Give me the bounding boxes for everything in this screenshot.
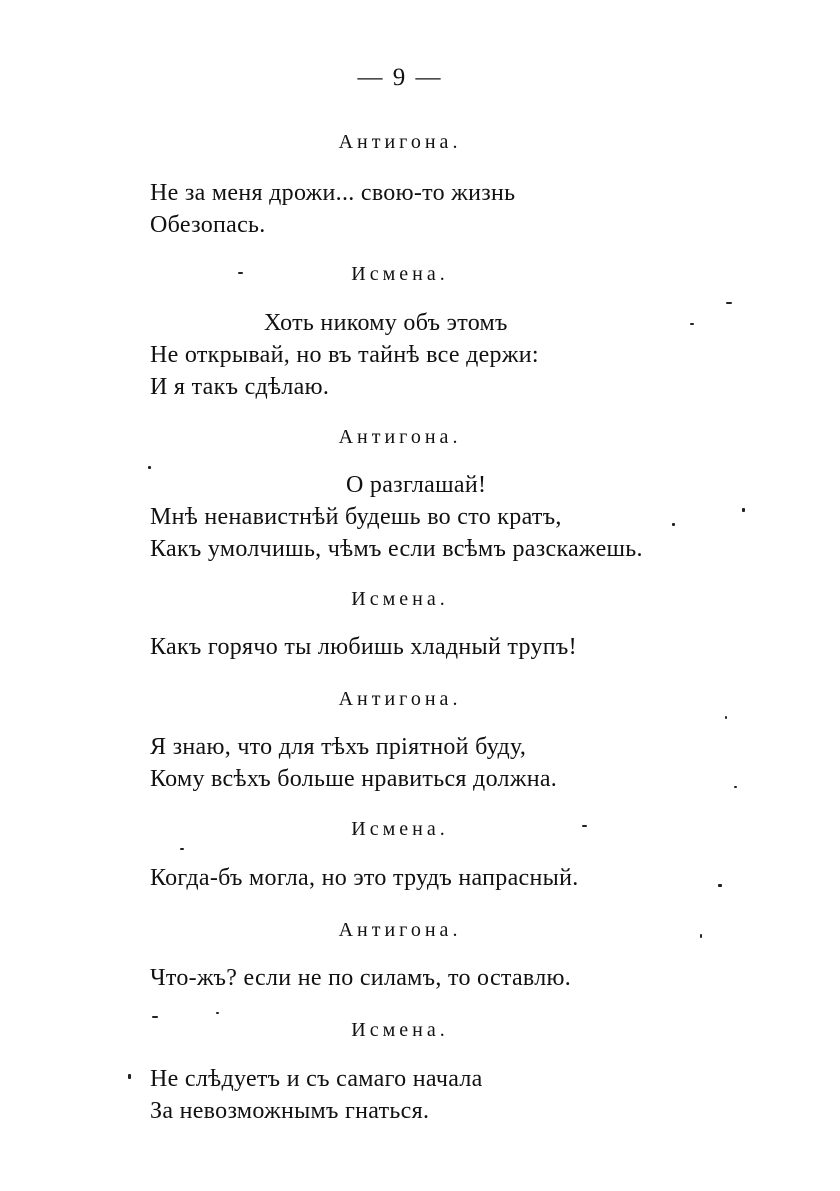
print-speck bbox=[128, 1074, 131, 1079]
verse-line: Какъ горячо ты любишь хладный трупъ! bbox=[150, 634, 577, 660]
verse-line: Какъ умолчишь, чѣмъ если всѣмъ разскажешь. bbox=[150, 536, 643, 562]
print-speck bbox=[700, 934, 702, 938]
print-speck bbox=[582, 825, 587, 827]
speaker-heading: Антигона. bbox=[338, 131, 462, 153]
print-speck bbox=[690, 323, 694, 325]
verse-line: Я знаю, что для тѣхъ пріятной буду, bbox=[150, 734, 527, 760]
print-speck bbox=[152, 1016, 158, 1018]
verse-line: Кому всѣхъ больше нравиться должна. bbox=[150, 766, 558, 792]
print-speck bbox=[718, 884, 722, 887]
print-speck bbox=[726, 302, 732, 304]
verse-line: Обезопась. bbox=[150, 212, 266, 238]
print-speck bbox=[238, 272, 243, 274]
speaker-heading: Антигона. bbox=[338, 688, 462, 710]
verse-line: Хоть никому объ этомъ bbox=[264, 310, 508, 336]
print-speck bbox=[672, 523, 675, 526]
speaker-heading: Исмена. bbox=[351, 818, 449, 840]
speaker-heading: Исмена. bbox=[351, 263, 449, 285]
page-number: — 9 — bbox=[357, 64, 443, 91]
verse-line: За невозможнымъ гнаться. bbox=[150, 1098, 430, 1124]
speaker-heading: Антигона. bbox=[338, 426, 462, 448]
verse-line: Не открывай, но въ тайнѣ все держи: bbox=[150, 342, 539, 368]
verse-line: Не за меня дрожи... свою-то жизнь bbox=[150, 180, 516, 206]
verse-line: Когда-бъ могла, но это трудъ напрасный. bbox=[150, 865, 579, 891]
print-speck bbox=[734, 786, 737, 788]
verse-line: И я такъ сдѣлаю. bbox=[150, 374, 330, 400]
print-speck bbox=[148, 466, 151, 469]
print-speck bbox=[216, 1012, 219, 1014]
speaker-heading: Антигона. bbox=[338, 919, 462, 941]
verse-line: О разглашай! bbox=[346, 472, 487, 498]
verse-line: Не слѣдуетъ и съ самаго начала bbox=[150, 1066, 483, 1092]
print-speck bbox=[725, 716, 727, 719]
verse-line: Что-жъ? если не по силамъ, то оставлю. bbox=[150, 965, 572, 991]
verse-line: Мнѣ ненавистнѣй будешь во сто кратъ, bbox=[150, 504, 562, 530]
speaker-heading: Исмена. bbox=[351, 1019, 449, 1041]
speaker-heading: Исмена. bbox=[351, 588, 449, 610]
print-speck bbox=[180, 848, 184, 850]
print-speck bbox=[742, 508, 745, 512]
